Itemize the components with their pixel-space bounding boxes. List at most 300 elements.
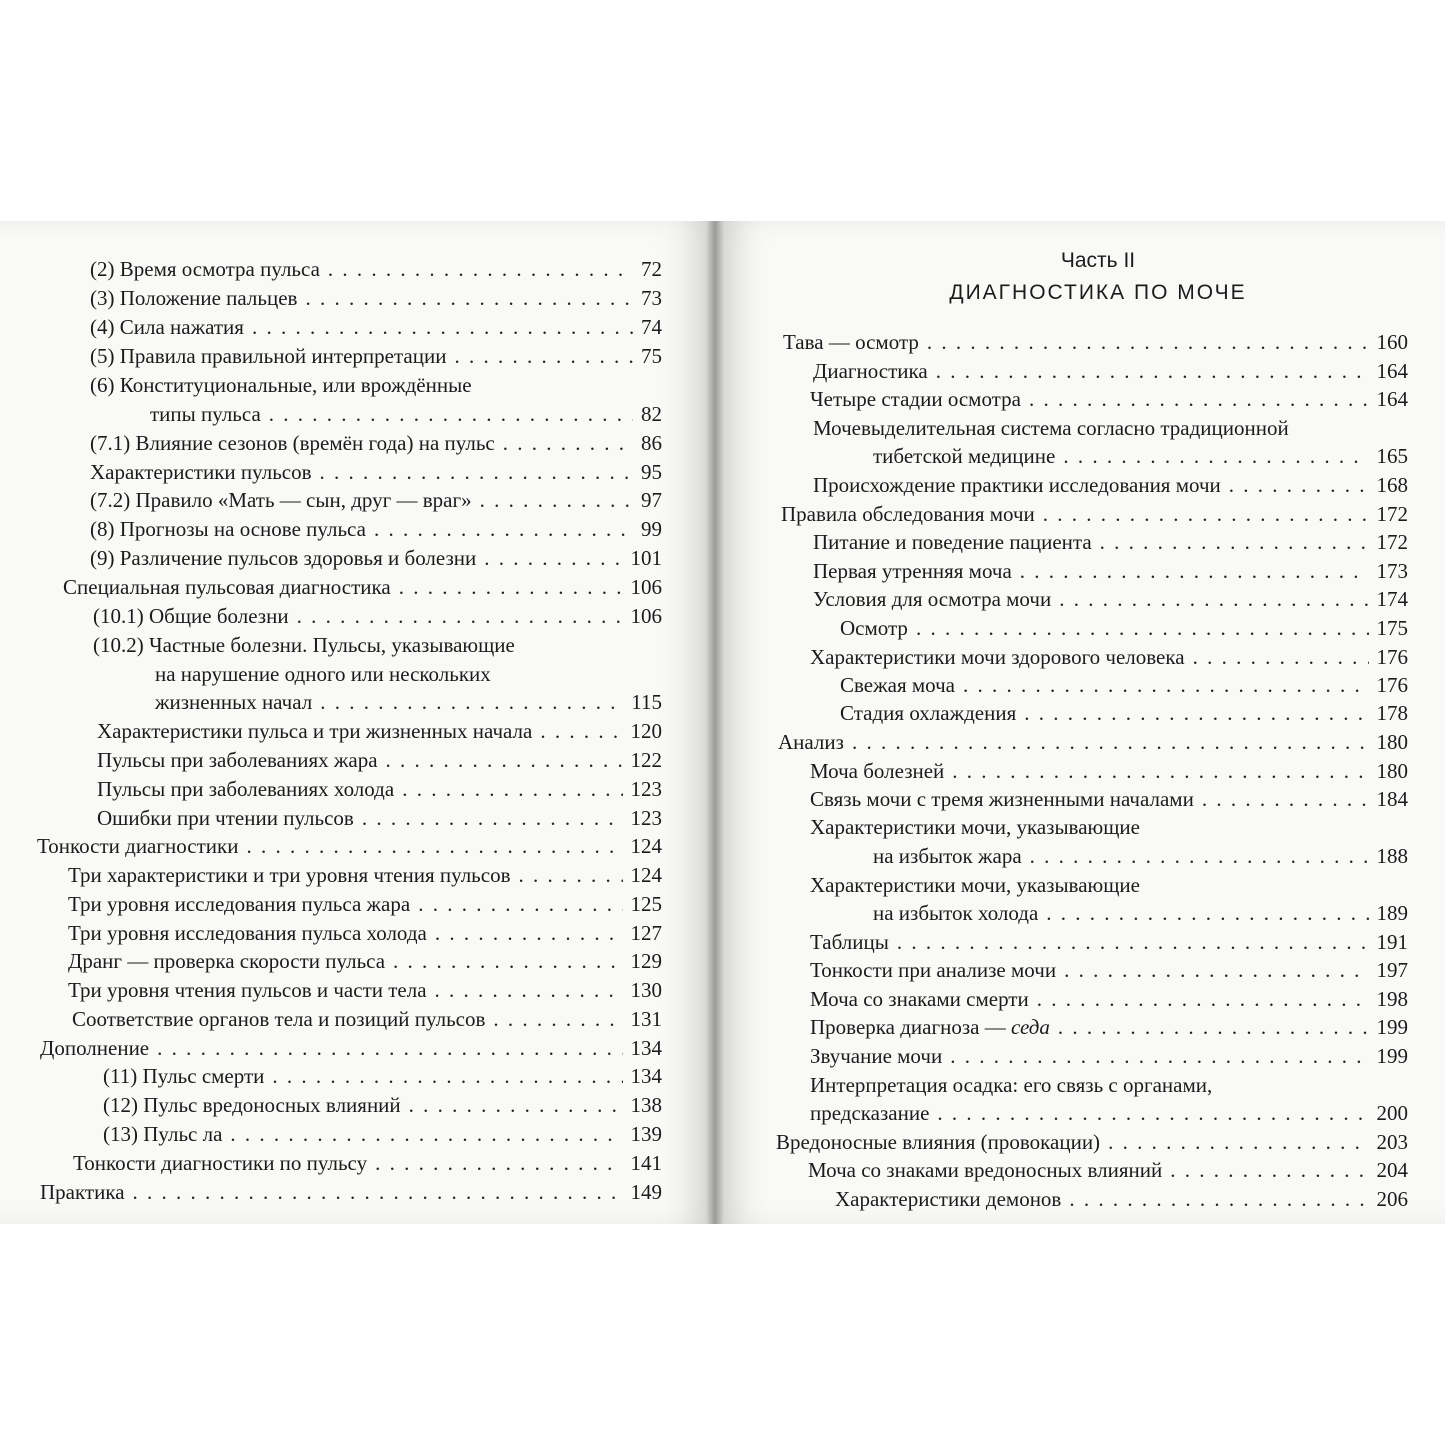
toc-page-number: 122 [630, 748, 662, 772]
toc-entry-text: (7.1) Влияние сезонов (времён года) на пульс [90, 431, 495, 455]
toc-page-number: 123 [630, 806, 662, 830]
toc-page-number: 82 [641, 402, 662, 426]
toc-entry-title [810, 957, 1056, 983]
toc-entry-text: (8) Прогнозы на основе пульса [90, 517, 366, 541]
dot-leader [386, 747, 623, 773]
toc-page-number: 165 [1376, 444, 1408, 468]
toc-entry [810, 872, 1408, 898]
toc-entry-text: Свежая моча [840, 673, 955, 697]
toc-page-number: 180 [1376, 730, 1408, 754]
toc-entry-text: Моча со знаками вредоносных влияний [808, 1158, 1163, 1182]
toc-entry-text: Тонкости диагностики [37, 834, 239, 858]
toc-entry-text: Характеристики пульса и три жизненных начала [97, 719, 533, 743]
toc-entry-title [90, 256, 320, 282]
dot-leader [852, 729, 1369, 755]
toc-page-number: 206 [1376, 1187, 1408, 1211]
toc-page-number: 124 [630, 834, 662, 858]
toc-entry [90, 372, 662, 398]
toc-entry-title [810, 986, 1029, 1012]
toc-entry-title [778, 729, 844, 755]
toc-entry-title [68, 977, 427, 1003]
toc-entry [778, 729, 1408, 755]
toc-entry-title [813, 472, 1221, 498]
toc-page-number: 149 [630, 1180, 662, 1204]
toc-page-number: 95 [641, 460, 662, 484]
dot-leader [540, 718, 622, 744]
dot-leader [897, 929, 1369, 955]
toc-entry-title [810, 786, 1194, 812]
toc-entry-title [808, 1157, 1162, 1183]
toc-entry-title [810, 929, 889, 955]
toc-page-number: 129 [630, 949, 662, 973]
toc-entry-text: Дополнение [40, 1036, 150, 1060]
toc-entry [90, 343, 662, 369]
toc-entry-text: Стадия охлаждения [840, 701, 1017, 725]
dot-leader [305, 285, 633, 311]
toc-entry [37, 833, 662, 859]
toc-page-number: 160 [1376, 330, 1408, 354]
dot-leader [1029, 386, 1369, 412]
toc-entry [810, 758, 1408, 784]
toc-entry [90, 516, 662, 542]
toc-entry-text: Пульсы при заболеваниях холода [97, 777, 395, 801]
toc-entry-title [90, 545, 476, 571]
toc-entry [72, 1006, 662, 1032]
dot-leader [1193, 644, 1369, 670]
toc-entry [90, 256, 662, 282]
toc-entry-text: (7.2) Правило «Мать — сын, друг — враг» [90, 488, 472, 512]
toc-page-number: 73 [641, 286, 662, 310]
dot-leader [480, 487, 633, 513]
toc-entry [73, 1150, 662, 1176]
dot-leader [484, 545, 622, 571]
toc-entry-title [90, 343, 446, 369]
toc-entry-title [813, 529, 1092, 555]
toc-entry [155, 689, 662, 715]
toc-entry-text: жизненных начал [155, 690, 313, 714]
dot-leader [230, 1121, 622, 1147]
dot-leader [519, 862, 623, 888]
toc-entry-title [810, 1014, 1050, 1040]
toc-entry-title [155, 689, 312, 715]
toc-page-number: 168 [1376, 473, 1408, 497]
dot-leader [936, 358, 1369, 384]
dot-leader [418, 891, 622, 917]
dot-leader [272, 1063, 622, 1089]
dot-leader [1020, 558, 1369, 584]
toc-entry-title [840, 615, 908, 641]
toc-entry-text: Характеристики мочи, указывающие [810, 873, 1140, 897]
toc-entry [810, 814, 1408, 840]
toc-entry [155, 661, 662, 687]
dot-leader [328, 256, 633, 282]
toc-entry-title [840, 672, 955, 698]
dot-leader [362, 805, 623, 831]
toc-page-number: 197 [1376, 958, 1408, 982]
toc-entry-text: (9) Различение пульсов здоровья и болезни [90, 546, 477, 570]
toc-entry [97, 747, 662, 773]
toc-page-number: 125 [630, 892, 662, 916]
dot-leader [402, 776, 622, 802]
toc-entry-title [810, 386, 1021, 412]
dot-leader [1100, 529, 1369, 555]
toc-page-number: 176 [1376, 645, 1408, 669]
toc-entry-text: Характеристики пульсов [90, 460, 312, 484]
toc-page-number: 120 [630, 719, 662, 743]
toc-entry-title [810, 644, 1185, 670]
toc-entry [873, 443, 1408, 469]
toc-entry-title [90, 487, 472, 513]
toc-entry [97, 805, 662, 831]
toc-entry [68, 977, 662, 1003]
toc-entry-text: Связь мочи с тремя жизненными началами [810, 787, 1194, 811]
toc-entry [840, 700, 1408, 726]
toc-entry-text: предсказание [810, 1101, 930, 1125]
part-label: Часть II [1060, 249, 1136, 272]
toc-entry-text: Специальная пульсовая диагностика [63, 575, 391, 599]
toc-page-number: 134 [630, 1036, 662, 1060]
toc-entry-title [68, 920, 427, 946]
dot-leader [1037, 986, 1369, 1012]
dot-leader [320, 459, 633, 485]
toc-entry-title [810, 1043, 942, 1069]
toc-entry [810, 1072, 1408, 1098]
toc-page-number: 97 [641, 488, 662, 512]
toc-entry-text: Ошибки при чтении пульсов [97, 806, 354, 830]
toc-entry-title [813, 358, 928, 384]
toc-entry-title [97, 776, 394, 802]
toc-entry-title [97, 805, 354, 831]
toc-entry-text: на избыток жара [873, 844, 1022, 868]
dot-leader [1030, 843, 1369, 869]
dot-leader [1059, 586, 1368, 612]
toc-entry-title [90, 314, 244, 340]
toc-entry-title [813, 586, 1051, 612]
toc-entry-title [68, 948, 385, 974]
toc-entry [90, 314, 662, 340]
toc-page-number: 173 [1376, 559, 1408, 583]
toc-entry-title [810, 814, 1140, 840]
toc-entry-text: Характеристики мочи здорового человека [810, 645, 1185, 669]
toc-entry [40, 1179, 662, 1205]
toc-entry-text: Питание и поведение пациента [813, 530, 1092, 554]
toc-entry-text: Анализ [778, 730, 844, 754]
toc-entry-title [90, 285, 297, 311]
toc-entry-text: Тава — осмотр [783, 330, 919, 354]
toc-page-number: 134 [630, 1064, 662, 1088]
dot-leader [952, 758, 1368, 784]
toc-entry-text: Диагностика [813, 359, 928, 383]
toc-entry [90, 285, 662, 311]
toc-page-number: 130 [630, 978, 662, 1002]
toc-entry-text: Осмотр [840, 616, 908, 640]
toc-entry-text: (13) Пульс ла [103, 1122, 223, 1146]
toc-entry-text: (11) Пульс смерти [103, 1064, 265, 1088]
toc-page-number: 199 [1376, 1015, 1408, 1039]
dot-leader [1069, 1186, 1368, 1212]
toc-entry-title [835, 1186, 1061, 1212]
toc-entry-text: Соответствие органов тела и позиций пульсов [72, 1007, 486, 1031]
dot-leader [503, 430, 633, 456]
book-gutter [706, 221, 724, 1224]
toc-entry [810, 957, 1408, 983]
toc-entry-text: Условия для осмотра мочи [813, 587, 1052, 611]
dot-leader [1024, 700, 1368, 726]
toc-page-number: 188 [1376, 844, 1408, 868]
toc-entry [813, 558, 1408, 584]
toc-entry [97, 718, 662, 744]
dot-leader [493, 1006, 622, 1032]
toc-entry [68, 948, 662, 974]
toc-page-number: 174 [1376, 587, 1408, 611]
toc-entry-text: Характеристики демонов [835, 1187, 1062, 1211]
toc-entry [813, 472, 1408, 498]
toc-entry [68, 920, 662, 946]
toc-page-number: 74 [641, 315, 662, 339]
toc-entry [813, 529, 1408, 555]
toc-entry [90, 487, 662, 513]
toc-entry-title [97, 747, 378, 773]
toc-entry [93, 632, 662, 658]
toc-entry [840, 672, 1408, 698]
toc-entry-text: Три уровня исследования пульса холода [68, 921, 427, 945]
toc-page-number: 131 [630, 1007, 662, 1031]
toc-page-number: 164 [1376, 387, 1408, 411]
toc-entry-text: Три характеристики и три уровня чтения пульсов [68, 863, 511, 887]
toc-entry-title [68, 891, 410, 917]
toc-page-number: 115 [631, 690, 662, 714]
dot-leader [1043, 501, 1369, 527]
toc-entry-title [40, 1035, 149, 1061]
dot-leader [1202, 786, 1369, 812]
toc-entry-text: Пульсы при заболеваниях жара [97, 748, 378, 772]
dot-leader [1170, 1157, 1368, 1183]
dot-leader [435, 977, 623, 1003]
toc-entry [813, 415, 1408, 441]
dot-leader [950, 1043, 1368, 1069]
toc-entry-text: Правила обследования мочи [781, 502, 1035, 526]
toc-entry-text: Таблицы [810, 930, 889, 954]
dot-leader [1046, 900, 1368, 926]
toc-entry [150, 401, 662, 427]
toc-entry [835, 1186, 1408, 1212]
toc-entry-title [813, 558, 1012, 584]
toc-page-number: 198 [1376, 987, 1408, 1011]
toc-entry [808, 1157, 1408, 1183]
toc-entry-title [810, 1072, 1212, 1098]
toc-entry-text: тибетской медицине [873, 444, 1056, 468]
toc-entry-title [37, 833, 238, 859]
toc-entry [93, 603, 662, 629]
toc-page-number: 106 [630, 604, 662, 628]
toc-entry-title [813, 415, 1289, 441]
toc-entry-text: Моча со знаками смерти [810, 987, 1029, 1011]
left-page [0, 221, 712, 1224]
toc-entry-text: Тонкости диагностики по пульсу [73, 1151, 368, 1175]
toc-entry [810, 1043, 1408, 1069]
dot-leader [1064, 957, 1368, 983]
toc-entry-text: Первая утренняя моча [813, 559, 1012, 583]
toc-entry-title [103, 1092, 401, 1118]
toc-page-number: 176 [1376, 673, 1408, 697]
toc-entry-title [103, 1121, 222, 1147]
toc-entry-title [93, 603, 289, 629]
dot-leader [252, 314, 633, 340]
toc-page-number: 199 [1376, 1044, 1408, 1068]
toc-entry-title [103, 1063, 264, 1089]
toc-page-number: 138 [630, 1093, 662, 1117]
toc-entry-title [68, 862, 511, 888]
toc-entry-italic-text: седа [1010, 1015, 1050, 1039]
dot-leader [269, 401, 633, 427]
toc-entry [810, 644, 1408, 670]
toc-entry [873, 843, 1408, 869]
toc-entry-title [873, 843, 1022, 869]
toc-page-number: 124 [630, 863, 662, 887]
toc-entry-text: (10.2) Частные болезни. Пульсы, указывающие [93, 633, 515, 657]
toc-entry-title [840, 700, 1016, 726]
dot-leader [927, 329, 1369, 355]
toc-entry-text: (12) Пульс вредоносных влияний [103, 1093, 401, 1117]
dot-leader [393, 948, 622, 974]
dot-leader [246, 833, 622, 859]
toc-entry [103, 1063, 662, 1089]
dot-leader [133, 1179, 623, 1205]
toc-entry-text: Моча болезней [810, 759, 945, 783]
dot-leader [963, 672, 1369, 698]
toc-entry-text: Звучание мочи [810, 1044, 943, 1068]
toc-entry-text: Характеристики мочи, указывающие [810, 815, 1140, 839]
toc-entry-title [873, 900, 1038, 926]
toc-page-number: 189 [1376, 901, 1408, 925]
toc-entry [90, 545, 662, 571]
toc-entry-title [63, 574, 391, 600]
toc-entry [813, 358, 1408, 384]
toc-entry-text: (6) Конституциональные, или врождённые [90, 373, 472, 397]
toc-entry-text: (3) Положение пальцев [90, 286, 298, 310]
toc-entry [873, 900, 1408, 926]
dot-leader [435, 920, 623, 946]
toc-page-number: 180 [1376, 759, 1408, 783]
toc-entry-text: на избыток холода [873, 901, 1039, 925]
dot-leader [297, 603, 623, 629]
toc-page-number: 175 [1376, 616, 1408, 640]
toc-entry [781, 501, 1408, 527]
toc-entry [810, 1014, 1408, 1040]
toc-page-number: 75 [641, 344, 662, 368]
toc-entry [840, 615, 1408, 641]
dot-leader [374, 516, 633, 542]
toc-entry-text: типы пульса [150, 402, 261, 426]
toc-entry-title [776, 1129, 1100, 1155]
toc-entry-text: Три уровня исследования пульса жара [68, 892, 411, 916]
toc-page-number: 72 [641, 257, 662, 281]
toc-entry-text: Происхождение практики исследования мочи [813, 473, 1221, 497]
toc-page-number: 139 [630, 1122, 662, 1146]
dot-leader [409, 1092, 623, 1118]
toc-page-number: 123 [630, 777, 662, 801]
toc-entry-title [97, 718, 532, 744]
toc-entry [68, 862, 662, 888]
toc-entry [63, 574, 662, 600]
toc-page-number: 164 [1376, 359, 1408, 383]
toc-entry-title [93, 632, 515, 658]
dot-leader [375, 1150, 622, 1176]
toc-page-number: 184 [1376, 787, 1408, 811]
toc-entry-title [781, 501, 1035, 527]
dot-leader [916, 615, 1369, 641]
toc-entry-text: Проверка диагноза — [810, 1015, 1011, 1039]
toc-page-number: 204 [1376, 1158, 1408, 1182]
toc-entry-text: Четыре стадии осмотра [810, 387, 1021, 411]
dot-leader [1063, 443, 1368, 469]
toc-entry [783, 329, 1408, 355]
toc-entry-title [783, 329, 919, 355]
toc-page-number: 191 [1376, 930, 1408, 954]
toc-entry-title [90, 430, 495, 456]
toc-entry [810, 786, 1408, 812]
toc-page-number: 172 [1376, 502, 1408, 526]
toc-entry-text: (5) Правила правильной интерпретации [90, 344, 447, 368]
toc-entry [103, 1121, 662, 1147]
toc-entry-text: Интерпретация осадка: его связь с органами, [810, 1073, 1213, 1097]
dot-leader [1108, 1129, 1368, 1155]
dot-leader [1229, 472, 1369, 498]
toc-entry-text: Практика [40, 1180, 125, 1204]
toc-entry-title [150, 401, 261, 427]
toc-entry-title [810, 872, 1140, 898]
toc-entry-text: (4) Сила нажатия [90, 315, 244, 339]
toc-page-number: 203 [1376, 1130, 1408, 1154]
toc-entry-title [90, 516, 366, 542]
toc-entry [68, 891, 662, 917]
book-spread [0, 221, 1445, 1224]
toc-entry [97, 776, 662, 802]
toc-entry-title [810, 1100, 929, 1126]
toc-entry-title [90, 372, 472, 398]
toc-page-number: 141 [630, 1151, 662, 1175]
toc-entry [90, 430, 662, 456]
toc-page-number: 86 [641, 431, 662, 455]
toc-page-number: 101 [630, 546, 662, 570]
toc-entry-title [90, 459, 312, 485]
toc-entry [810, 986, 1408, 1012]
toc-entry-title [155, 661, 491, 687]
toc-entry-text: (2) Время осмотра пульса [90, 257, 320, 281]
right-page [718, 221, 1445, 1224]
toc-entry-title [810, 758, 944, 784]
part-title: ДИАГНОСТИКА ПО МОЧЕ [949, 281, 1247, 304]
dot-leader [320, 689, 623, 715]
toc-entry-title [72, 1006, 485, 1032]
toc-entry-text: Три уровня чтения пульсов и части тела [68, 978, 427, 1002]
toc-entry [776, 1129, 1408, 1155]
toc-entry [810, 929, 1408, 955]
toc-page-number: 99 [641, 517, 662, 541]
toc-page-number: 172 [1376, 530, 1408, 554]
toc-entry [40, 1035, 662, 1061]
toc-entry-text: Дранг — проверка скорости пульса [68, 949, 386, 973]
dot-leader [937, 1100, 1368, 1126]
toc-entry [810, 1100, 1408, 1126]
toc-entry-title [873, 443, 1055, 469]
toc-entry [90, 459, 662, 485]
toc-page-number: 178 [1376, 701, 1408, 725]
toc-entry-text: на нарушение одного или нескольких [155, 662, 491, 686]
dot-leader [454, 343, 633, 369]
dot-leader [1058, 1014, 1369, 1040]
toc-entry-text: Тонкости при анализе мочи [810, 958, 1057, 982]
